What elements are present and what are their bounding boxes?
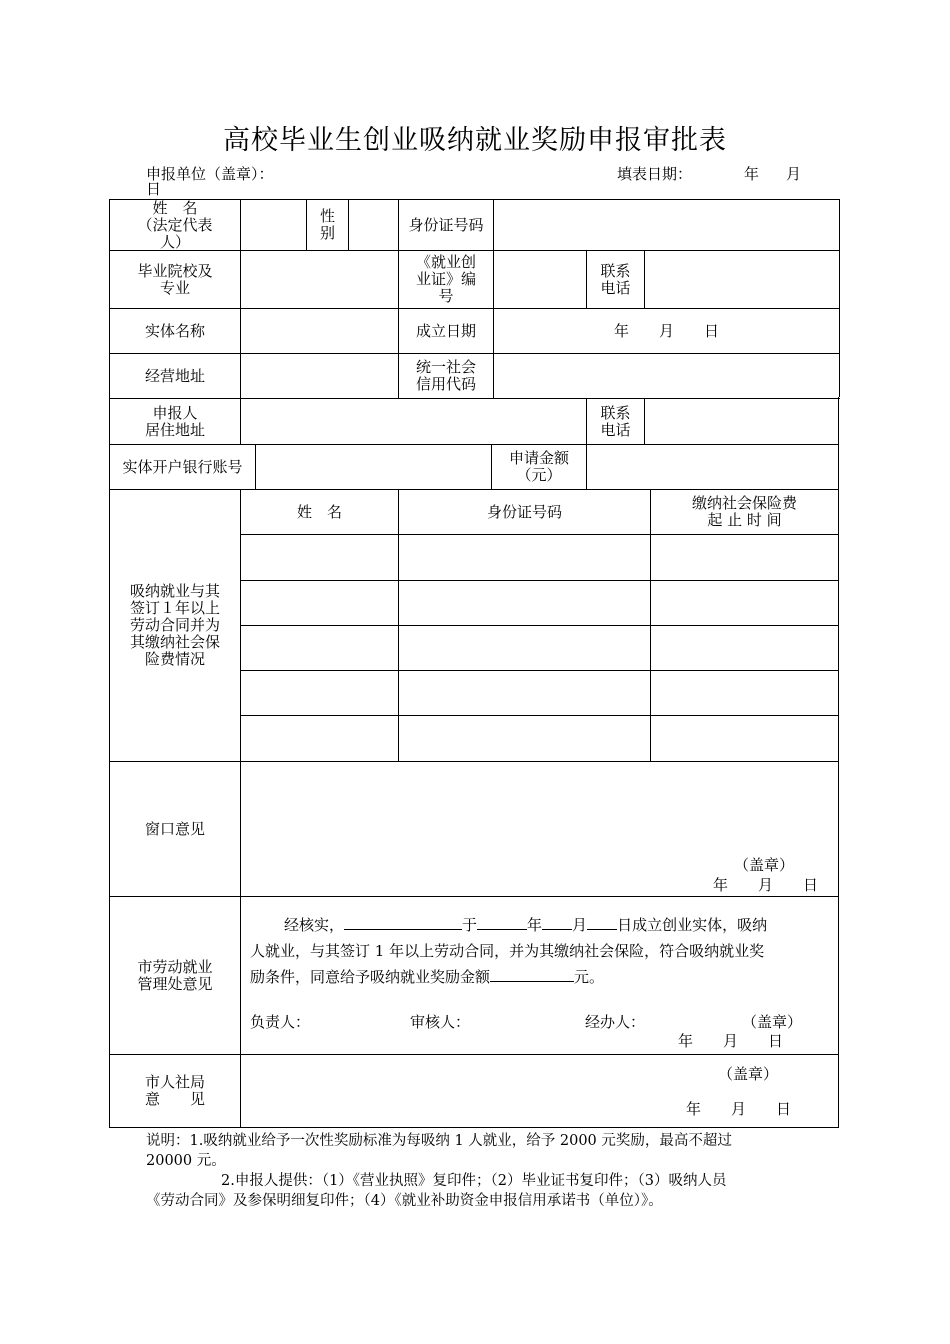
entity-blank[interactable] <box>344 914 462 930</box>
fill-date-day: 日 <box>146 180 162 198</box>
month-blank[interactable] <box>542 914 572 930</box>
bureau-line-2: 人就业，与其签订 1 年以上劳动合同，并为其缴纳社会保险，符合吸纳就业奖 <box>250 942 765 960</box>
window-opinion-field[interactable] <box>241 762 838 852</box>
employment-cert-label: 《就业创 业证》编 号 <box>415 253 476 305</box>
bureau-opinion-text <box>250 912 835 990</box>
name-label: 姓 名 （法定代表 人） <box>137 198 213 251</box>
id-number-label: 身份证号码 <box>408 215 484 234</box>
phone-label: 联系 电话 <box>600 261 631 297</box>
bureau-day-text: 日成立创业实体，吸纳 <box>617 916 768 934</box>
reviewer-label: 审核人： <box>410 1013 471 1031</box>
credit-code-field[interactable] <box>494 354 839 398</box>
insurance-period-field[interactable] <box>651 535 838 580</box>
employee-id-field[interactable] <box>399 716 650 761</box>
name-field[interactable] <box>241 200 306 250</box>
col-employee-name: 姓 名 <box>296 502 342 521</box>
fill-date-year: 年 <box>744 165 760 183</box>
bureau-opinion-label: 市劳动就业 管理处意见 <box>137 957 213 993</box>
employee-id-field[interactable] <box>399 626 650 670</box>
window-stamp: （盖章） <box>734 856 795 874</box>
reward-amount-blank[interactable] <box>490 966 574 982</box>
page-title: 高校毕业生创业吸纳就业奖励申报审批表 <box>223 125 727 156</box>
amount-field[interactable] <box>587 445 838 489</box>
insurance-period-field[interactable] <box>651 581 838 625</box>
founded-date-field[interactable]: 年 月 日 <box>613 321 719 340</box>
school-major-label: 毕业院校及 专业 <box>137 261 213 297</box>
employee-name-field[interactable] <box>241 535 398 580</box>
fill-date-label: 填表日期： <box>617 165 693 183</box>
note-1-line-1: 说明：1.吸纳就业给予一次性奖励标准为每吸纳 1 人就业，给予 2000 元奖励，最高不超过 <box>146 1133 732 1149</box>
insurance-period-field[interactable] <box>651 626 838 670</box>
employee-name-field[interactable] <box>241 581 398 625</box>
employee-name-field[interactable] <box>241 671 398 715</box>
handler-label: 经办人： <box>585 1013 646 1031</box>
bank-account-field[interactable] <box>256 445 491 489</box>
school-major-field[interactable] <box>241 251 398 308</box>
amount-label: 申请金额 （元） <box>508 449 569 484</box>
residence-address-field[interactable] <box>241 399 586 444</box>
bureau-line-3: 励条件，同意给予吸纳就业奖励金额 <box>250 968 491 986</box>
hrss-date: 年 月 日 <box>686 1100 792 1118</box>
bureau-stamp: （盖章） <box>742 1013 803 1031</box>
gender-field[interactable] <box>349 200 398 250</box>
day-blank[interactable] <box>587 914 617 930</box>
residence-address-label: 申报人 居住地址 <box>144 403 205 439</box>
bureau-yuan-text: 元。 <box>574 968 605 986</box>
credit-code-label: 统一社会 信用代码 <box>415 358 476 393</box>
entity-name-field[interactable] <box>241 309 398 353</box>
col-insurance-period: 缴纳社会保险费 起 止 时 间 <box>691 494 797 529</box>
responsible-person-label: 负责人： <box>250 1013 311 1031</box>
year-blank[interactable] <box>477 914 527 930</box>
note-2-line-2: 《劳动合同》及参保明细复印件；（4）《就业补助资金申报信用承诺书（单位）》。 <box>146 1193 663 1209</box>
insurance-period-field[interactable] <box>651 671 838 715</box>
col-employee-id: 身份证号码 <box>486 502 562 521</box>
bureau-at-text: 于 <box>462 916 478 934</box>
employment-cert-field[interactable] <box>494 251 586 308</box>
fill-date-month: 月 <box>786 165 802 183</box>
bureau-month-text: 月 <box>572 916 588 934</box>
note-1-line-2: 20000 元。 <box>146 1153 226 1169</box>
employment-section-label: 吸纳就业与其 签订１年以上 劳动合同并为 其缴纳社会保 险费情况 <box>129 582 220 668</box>
bureau-date: 年 月 日 <box>678 1032 784 1050</box>
hrss-stamp: （盖章） <box>718 1065 779 1083</box>
window-date: 年 月 日 <box>713 876 819 894</box>
phone2-label: 联系 电话 <box>600 403 631 439</box>
employee-name-field[interactable] <box>241 626 398 670</box>
insurance-period-field[interactable] <box>651 716 838 761</box>
employee-id-field[interactable] <box>399 671 650 715</box>
applicant-unit-label: 申报单位（盖章）： <box>146 165 274 183</box>
bureau-year-text: 年 <box>527 916 543 934</box>
gender-label: 性 别 <box>319 207 335 242</box>
business-address-field[interactable] <box>241 354 398 398</box>
bank-account-label: 实体开户银行账号 <box>122 457 243 476</box>
entity-name-label: 实体名称 <box>144 321 205 340</box>
window-opinion-label: 窗口意见 <box>144 819 205 838</box>
employee-id-field[interactable] <box>399 535 650 580</box>
employee-id-field[interactable] <box>399 581 650 625</box>
employee-name-field[interactable] <box>241 716 398 761</box>
founded-date-label: 成立日期 <box>415 321 476 340</box>
phone-field[interactable] <box>645 251 839 308</box>
note-2-line-1: 2.申报人提供：（1）《营业执照》复印件；（2）毕业证书复印件；（3）吸纳人员 <box>221 1173 727 1189</box>
phone2-field[interactable] <box>645 399 838 444</box>
hrss-opinion-label: 市人社局 意 见 <box>144 1073 205 1108</box>
bureau-verified-text: 经核实， <box>284 916 345 934</box>
id-number-field[interactable] <box>494 200 839 250</box>
business-address-label: 经营地址 <box>144 366 205 385</box>
